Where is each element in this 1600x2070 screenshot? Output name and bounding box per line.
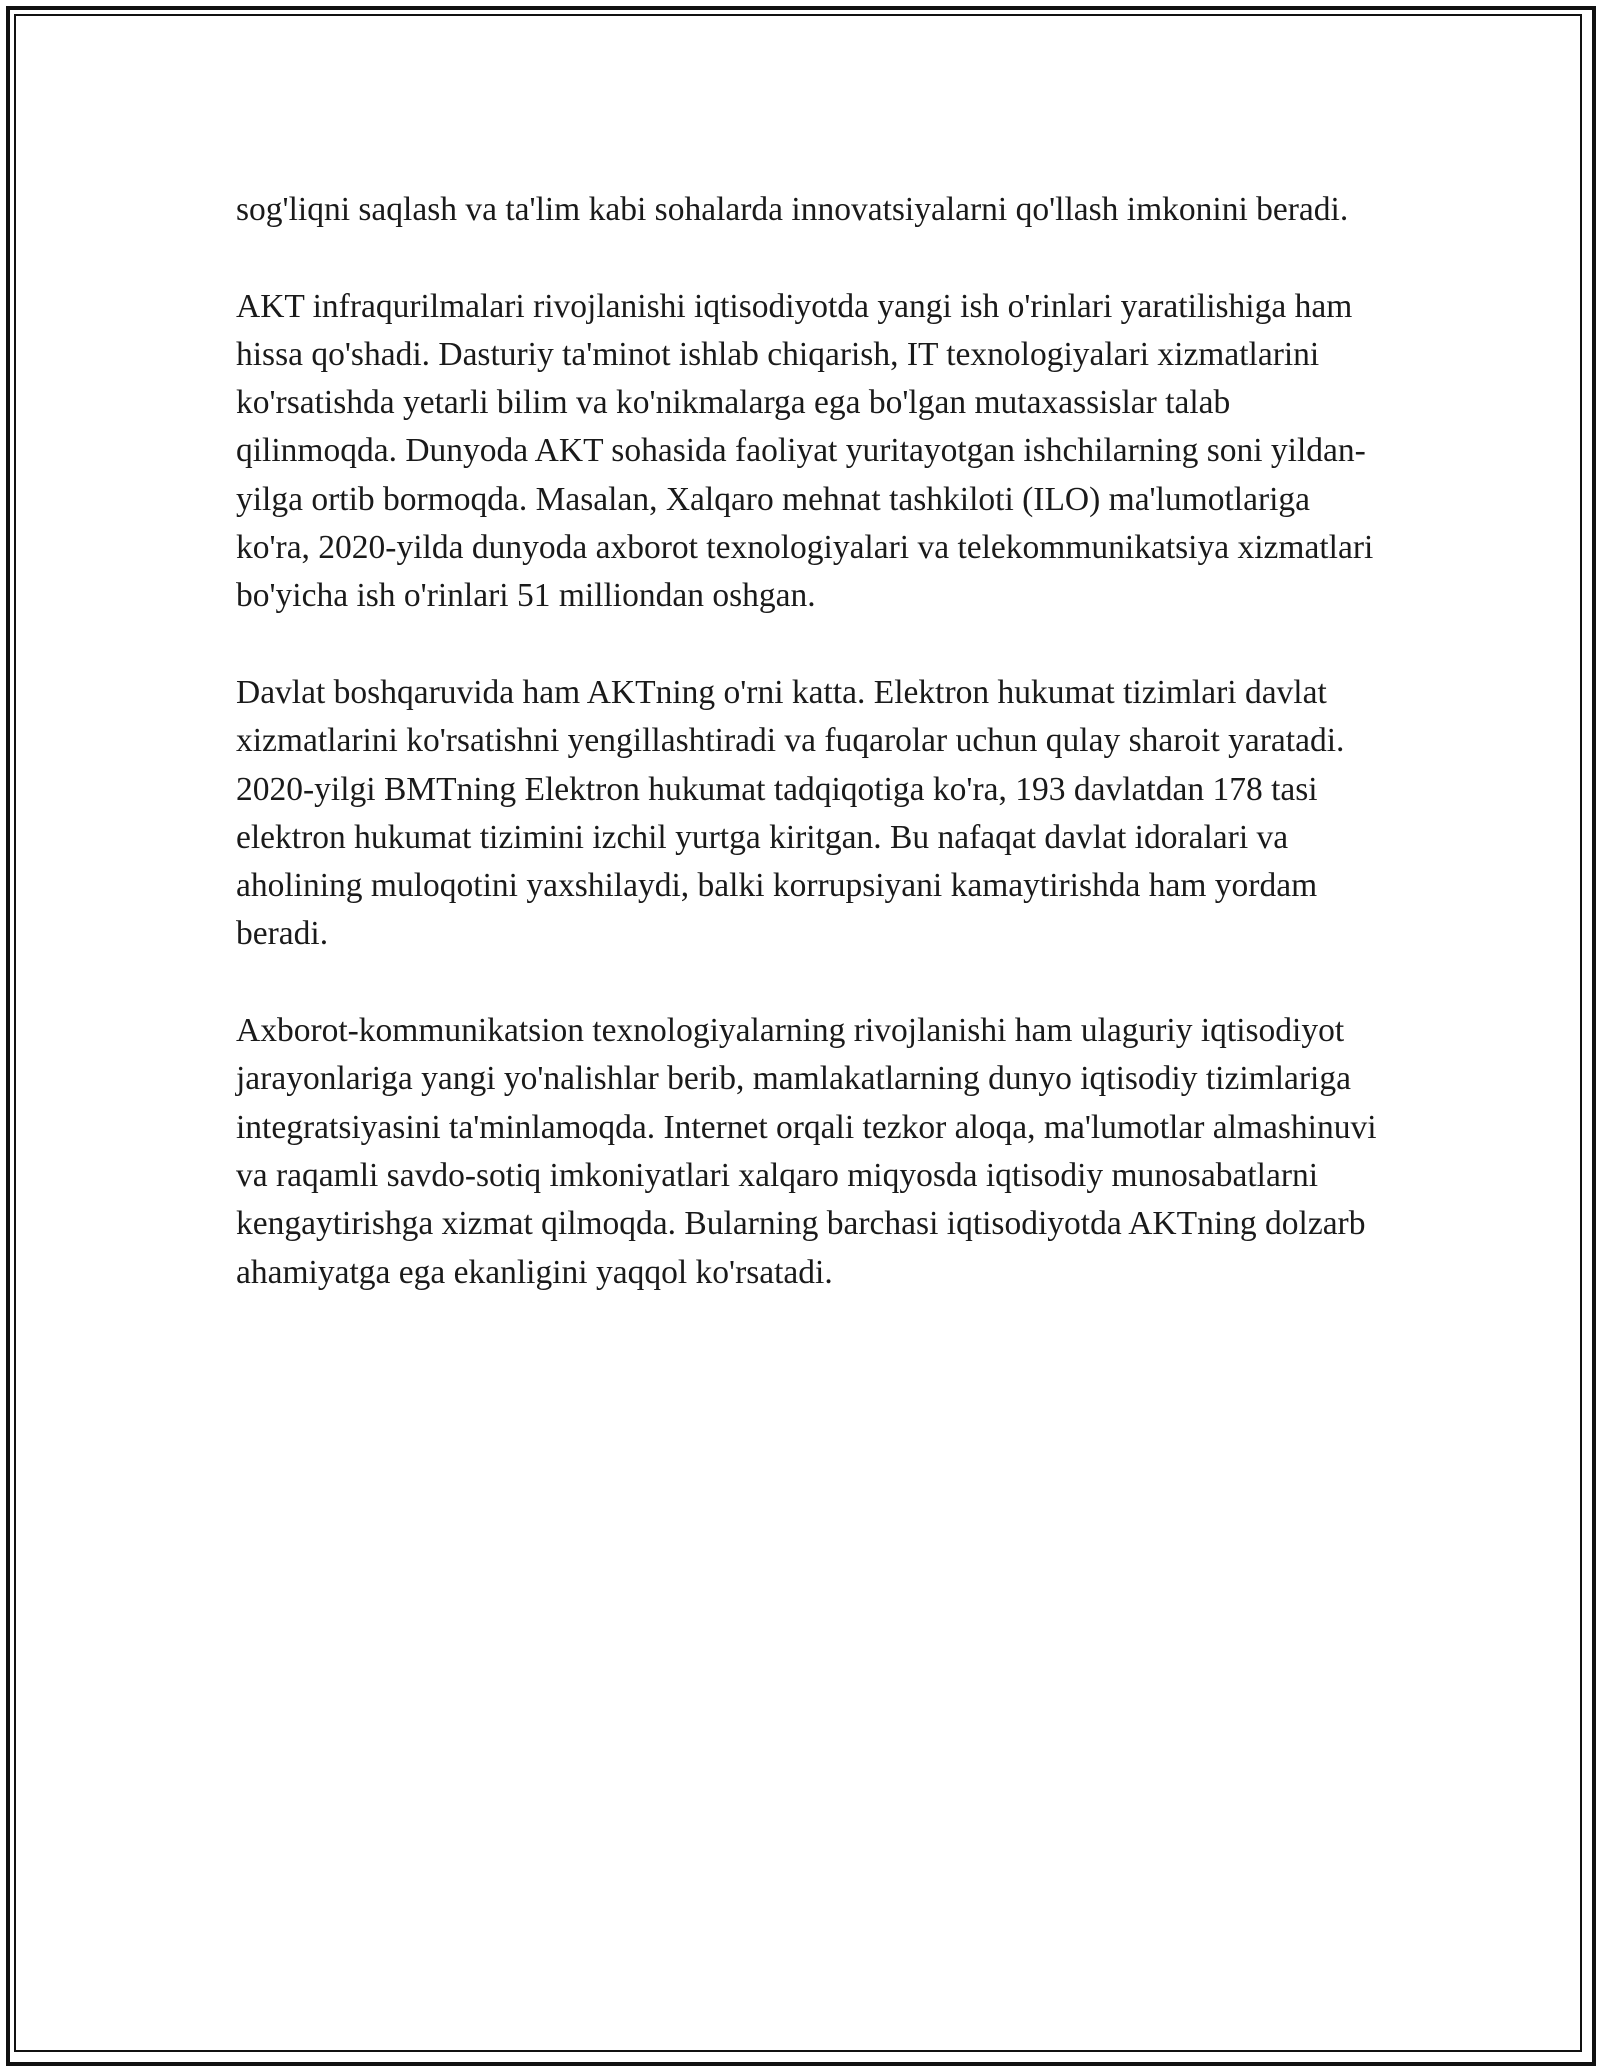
paragraph-3: Davlat boshqaruvida ham AKTning o'rni katta. Elektron hukumat tizimlari davlat xizmatlarini ko'rsatishni yengillashtiradi va fuqarolar uchun qulay sharoit yaratadi. 2020-yilgi BMTning Elektron hukumat tadqiqotiga ko'ra, 193 davlatdan 178 tasi elektron hukumat tizimini izchil yurtga kiritgan. Bu nafaqat davlat idoralari va aholining muloqotini yaxshilaydi, balki korrupsiyani kamaytirishda ham yordam beradi.	[236, 673, 1345, 953]
paragraph-2: AKT infraqurilmalari rivojlanishi iqtisodiyotda yangi ish o'rinlari yaratilishiga ham hissa qo'shadi. Dasturiy ta'minot ishlab chiqarish, IT texnologiyalari xizmatlarini ko'rsatishda yetarli bilim va ko'nikmalarga ega bo'lgan mutaxassislar talab qilinmoqda. Dunyoda AKT sohasida faoliyat yuritayotgan ishchilarning soni yildan-yilga ortib bormoqda. Masalan, Xalqaro mehnat tashkiloti (ILO) ma'lumotlariga ko'ra, 2020-yilda dunyoda axborot texnologiyalari va telekommunikatsiya xizmatlari bo'yicha ish o'rinlari 51 milliondan oshgan.	[236, 287, 1374, 615]
paragraph-1: sog'liqni saqlash va ta'lim kabi sohalarda innovatsiyalarni qo'llash imkonini beradi.	[236, 191, 1349, 228]
document-body	[236, 186, 1386, 1345]
paragraph-4: Axborot-kommunikatsion texnologiyalarning rivojlanishi ham ulaguriy iqtisodiyot jarayonlariga yangi yo'nalishlar berib, mamlakatlarning dunyo iqtisodiy tizimlariga integratsiyasini ta'minlamoqda. Internet orqali tezkor aloqa, ma'lumotlar almashinuvi va raqamli savdo-sotiq imkoniyatlari xalqaro miqyosda iqtisodiy munosabatlarni kengaytirishga xizmat qilmoqda. Bularning barchasi iqtisodiyotda AKTning dolzarb ahamiyatga ega ekanligini yaqqol ko'rsatadi.	[236, 1012, 1377, 1291]
